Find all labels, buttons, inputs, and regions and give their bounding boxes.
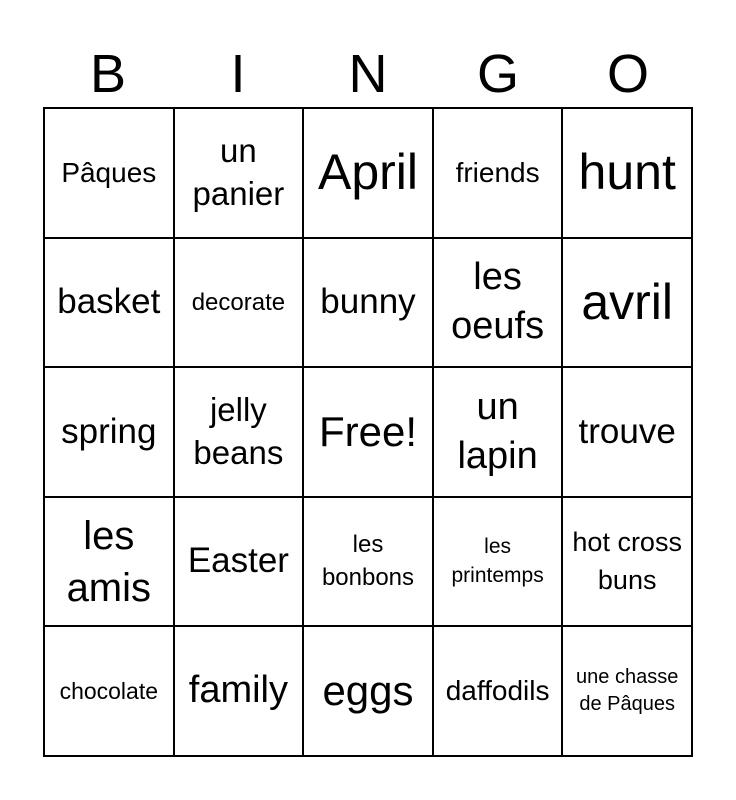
cell-text: jelly beans bbox=[193, 391, 284, 471]
bingo-board bbox=[43, 107, 693, 757]
bingo-cell[interactable] bbox=[433, 367, 563, 497]
cell-text: decorate bbox=[191, 288, 286, 316]
bingo-cell[interactable] bbox=[303, 238, 433, 368]
cell-text: basket bbox=[57, 282, 161, 322]
cell-text: hot cross buns bbox=[572, 526, 682, 595]
bingo-cell[interactable] bbox=[44, 238, 174, 368]
header-letter-g: G bbox=[476, 44, 519, 104]
bingo-cell[interactable] bbox=[562, 238, 692, 368]
cell-text: hunt bbox=[578, 144, 676, 201]
cell-text: daffodils bbox=[445, 675, 550, 707]
cell-text: les bonbons bbox=[321, 531, 415, 591]
cell-text: les amis bbox=[66, 513, 152, 610]
bingo-cell[interactable] bbox=[433, 238, 563, 368]
bingo-cell[interactable] bbox=[44, 367, 174, 497]
cell-text: bunny bbox=[320, 282, 416, 322]
bingo-cell[interactable] bbox=[433, 626, 563, 756]
bingo-cell[interactable] bbox=[562, 626, 692, 756]
header-letter-n: N bbox=[348, 44, 388, 104]
cell-text: les oeufs bbox=[451, 256, 545, 348]
bingo-cell[interactable] bbox=[174, 238, 304, 368]
bingo-cell[interactable] bbox=[174, 367, 304, 497]
bingo-cell[interactable] bbox=[44, 626, 174, 756]
bingo-cell[interactable] bbox=[303, 626, 433, 756]
cell-text: Pâques bbox=[61, 156, 157, 188]
bingo-cell[interactable] bbox=[174, 497, 304, 627]
bingo-cell[interactable] bbox=[562, 497, 692, 627]
bingo-cell[interactable] bbox=[303, 108, 433, 238]
cell-text: un panier bbox=[192, 131, 285, 212]
cell-text: une chasse de Pâques bbox=[576, 666, 679, 716]
cell-text: trouve bbox=[578, 411, 676, 451]
bingo-cell[interactable] bbox=[44, 108, 174, 238]
cell-text: les printemps bbox=[451, 535, 544, 587]
cell-text: eggs bbox=[322, 667, 414, 715]
cell-text: chocolate bbox=[59, 677, 159, 704]
cell-text: spring bbox=[61, 411, 157, 451]
bingo-cell[interactable] bbox=[44, 497, 174, 627]
free-space: Free! bbox=[318, 407, 417, 455]
cell-text: family bbox=[188, 669, 288, 712]
bingo-cell[interactable] bbox=[433, 108, 563, 238]
header-letter-o: O bbox=[606, 44, 649, 104]
bingo-cell[interactable] bbox=[433, 497, 563, 627]
bingo-cell free-cell[interactable] bbox=[303, 367, 433, 497]
header-letter-b: B bbox=[89, 44, 127, 104]
bingo-cell[interactable] bbox=[174, 108, 304, 238]
bingo-cell[interactable] bbox=[562, 108, 692, 238]
cell-text: friends bbox=[455, 156, 540, 188]
bingo-header bbox=[43, 40, 693, 108]
cell-text: un lapin bbox=[457, 385, 538, 477]
bingo-cell[interactable] bbox=[174, 626, 304, 756]
bingo-cell[interactable] bbox=[303, 497, 433, 627]
bingo-cell[interactable] bbox=[562, 367, 692, 497]
cell-text: April bbox=[317, 144, 418, 201]
header-letter-i: I bbox=[230, 44, 246, 104]
cell-text: Easter bbox=[187, 541, 289, 581]
cell-text: avril bbox=[581, 273, 674, 330]
